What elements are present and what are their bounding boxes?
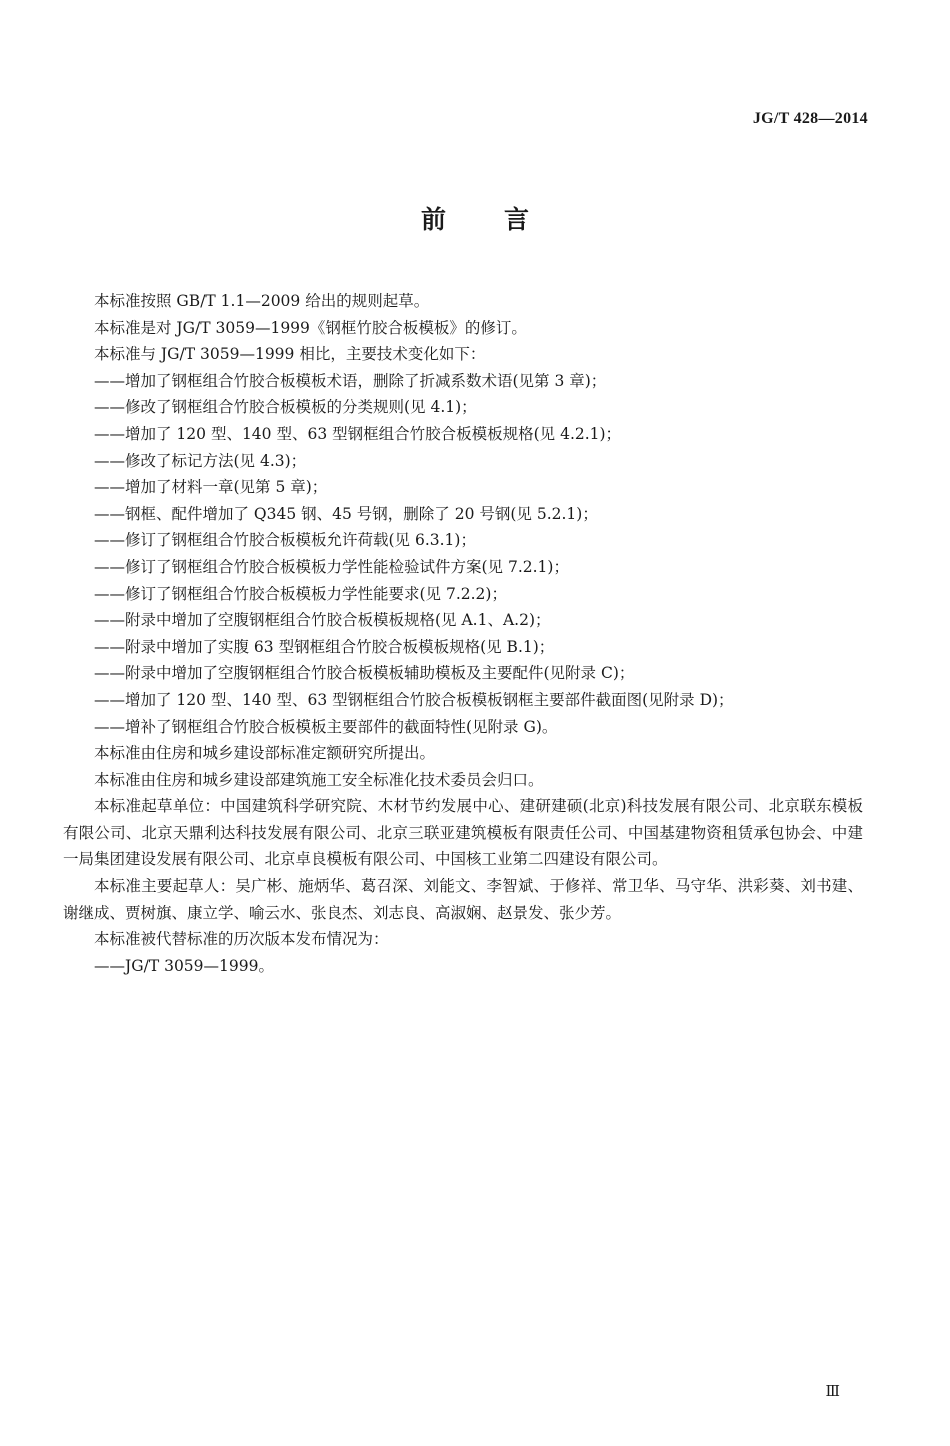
list-item: ——JG/T 3059—1999。 [94,956,274,975]
list-item: ——修订了钢框组合竹胶合板模板力学性能要求(见 7.2.2)； [94,584,507,603]
paragraph: 本标准与 JG/T 3059—1999 相比，主要技术变化如下： [94,345,486,364]
paragraph: 本标准由住房和城乡建设部建筑施工安全标准化技术委员会归口。 [94,770,544,789]
list-item: ——增加了材料一章(见第 5 章)； [94,478,328,497]
list-item: ——附录中增加了实腹 63 型钢框组合竹胶合板模板规格(见 B.1)； [94,637,555,656]
list-item: ——修订了钢框组合竹胶合板模板允许荷载(见 6.3.1)； [94,531,476,550]
standard-code: JG/T 428—2014 [752,110,868,127]
list-item: ——增加了钢框组合竹胶合板模板术语，删除了折减系数术语(见第 3 章)； [94,371,607,390]
list-item: ——修订了钢框组合竹胶合板模板力学性能检验试件方案(见 7.2.1)； [94,557,569,576]
list-item: ——修改了标记方法(见 4.3)； [94,451,307,470]
paragraph: 本标准按照 GB/T 1.1—2009 给出的规则起草。 [94,292,430,310]
paragraph: 本标准主要起草人：吴广彬、施炳华、葛召深、刘能文、李智斌、于修祥、常卫华、马守华、洪彩葵、刘书建、谢继成、贾树旗、康立学、喻云水、张良杰、刘志良、高淑娴、赵景发、张少芳。 [63,877,863,922]
paragraph: 本标准由住房和城乡建设部标准定额研究所提出。 [94,744,436,763]
preface-body [63,288,863,979]
list-item: ——钢框、配件增加了 Q345 钢、45 号钢，删除了 20 号钢(见 5.2.1)； [94,504,598,523]
list-item: ——附录中增加了空腹钢框组合竹胶合板模板规格(见 A.1、A.2)； [94,611,551,630]
list-item: ——修改了钢框组合竹胶合板模板的分类规则(见 4.1)； [94,398,477,417]
list-item: ——增补了钢框组合竹胶合板模板主要部件的截面特性(见附录 G)。 [94,717,558,736]
paragraph: 本标准被代替标准的历次版本发布情况为： [94,930,389,949]
list-item: ——增加了 120 型、140 型、63 型钢框组合竹胶合板模板规格(见 4.2.1)； [94,424,622,443]
paragraph: 本标准起草单位：中国建筑科学研究院、木材节约发展中心、建研建硕(北京)科技发展有限公司、北京联东模板有限公司、北京天鼎利达科技发展有限公司、北京三联亚建筑模板有限责任公司、中国基建物资租赁承包协会、中建一局集团建设发展有限公司、北京卓良模板有限公司、中国核工业第二四建设有限公司。 [63,797,863,869]
list-item: ——增加了 120 型、140 型、63 型钢框组合竹胶合板模板钢框主要部件截面图(见附录 D)； [94,690,734,709]
paragraph: 本标准是对 JG/T 3059—1999《钢框竹胶合板模板》的修订。 [94,318,527,337]
list-item: ——附录中增加了空腹钢框组合竹胶合板模板辅助模板及主要配件(见附录 C)； [94,664,635,683]
page-number: Ⅲ [825,1384,840,1400]
page-title: 前言 [420,205,587,234]
